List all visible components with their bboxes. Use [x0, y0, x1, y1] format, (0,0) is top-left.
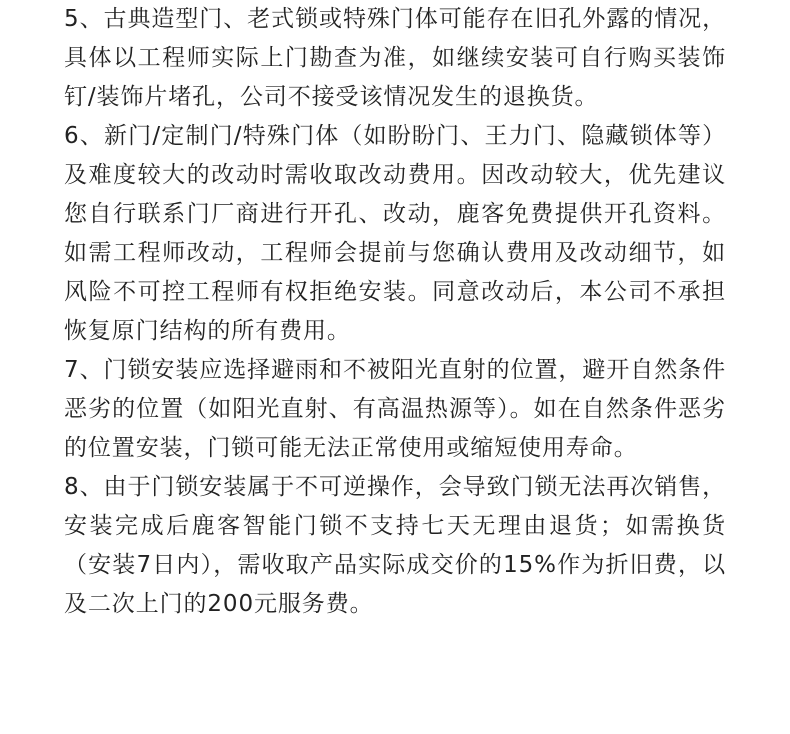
term-item-6: 6、新门/定制门/特殊门体（如盼盼门、王力门、隐藏锁体等）及难度较大的改动时需收取改动费用。因改动较大，优先建议您自行联系门厂商进行开孔、改动，鹿客免费提供开孔资料。如需工程师改动，工程师会提前与您确认费用及改动细节，如风险不可控工程师有权拒绝安装。同意改动后，本公司不承担恢复原门结构的所有费用。 — [64, 123, 726, 344]
term-item-8: 8、由于门锁安装属于不可逆操作，会导致门锁无法再次销售，安装完成后鹿客智能门锁不支持七天无理由退货；如需换货（安装7日内），需收取产品实际成交价的15%作为折旧费，以及二次上门的200元服务费。 — [64, 474, 726, 617]
term-item-7: 7、门锁安装应选择避雨和不被阳光直射的位置，避开自然条件恶劣的位置（如阳光直射、有高温热源等）。如在自然条件恶劣的位置安装，门锁可能无法正常使用或缩短使用寿命。 — [64, 357, 726, 461]
terms-list — [64, 0, 726, 624]
term-item-5: 5、古典造型门、老式锁或特殊门体可能存在旧孔外露的情况，具体以工程师实际上门勘查为准，如继续安装可自行购买装饰钉/装饰片堵孔，公司不接受该情况发生的退换货。 — [64, 6, 726, 110]
document-page — [64, 0, 726, 734]
